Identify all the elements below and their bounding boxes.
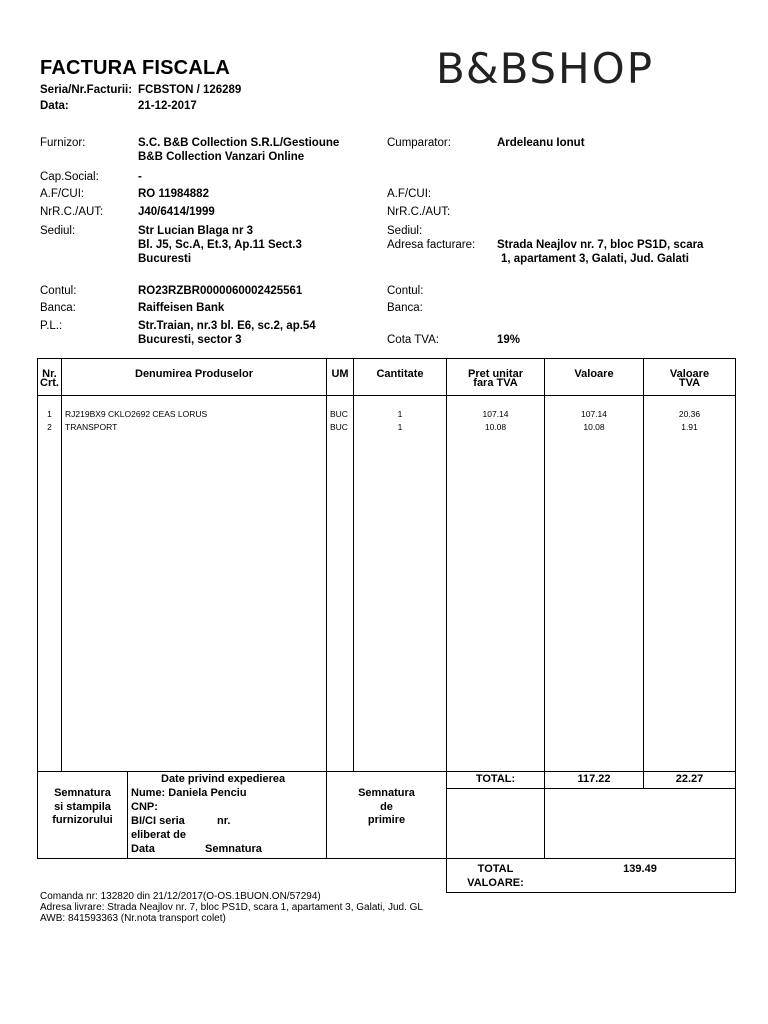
total-valoare-label-2: VALOARE:: [467, 876, 524, 889]
shipping-eliberat: eliberat de: [131, 829, 187, 841]
seria-value: FCBSTON / 126289: [138, 84, 242, 96]
furnizor-banca-value: Raiffeisen Bank: [138, 302, 225, 314]
delivery-address-note: Adresa livrare: Strada Neajlov nr. 7, bloc PS1D, scara 1, apartament 3, Galati, Jud. GL: [40, 902, 423, 913]
col-tva-header-2: TVA: [678, 377, 701, 389]
col-um-header: UM: [331, 368, 349, 380]
receiver-signature-block: [327, 787, 446, 828]
cumparator-nrrc-label: NrR.C./AUT:: [387, 206, 451, 218]
supplier-signature-block: [38, 787, 127, 828]
col-nr-header-2: Crt.: [40, 377, 59, 389]
row-um: BUC: [330, 422, 348, 432]
row-um: BUC: [330, 409, 348, 419]
invoice-title: FACTURA FISCALA: [40, 57, 231, 79]
furnizor-cui-value: RO 11984882: [138, 188, 209, 200]
supplier-signature-2: si stampila: [54, 800, 111, 813]
row-nr: 2: [47, 422, 52, 432]
col-nr-header: [38, 370, 61, 388]
shipping-signature: Semnatura: [205, 843, 262, 855]
cumparator-adresa-1: Strada Neajlov nr. 7, bloc PS1D, scara: [497, 239, 704, 251]
furnizor-nrrc-value: J40/6414/1999: [138, 206, 215, 218]
col-den-header: Denumirea Produselor: [135, 368, 253, 380]
furnizor-contul-label: Contul:: [40, 285, 77, 297]
shipping-nr: nr.: [217, 815, 231, 827]
furnizor-name-2: B&B Collection Vanzari Online: [138, 151, 305, 163]
shipping-bi: BI/CI seria: [131, 815, 185, 827]
total-label: TOTAL:: [475, 773, 516, 785]
row-cant: 1: [397, 409, 403, 419]
company-logo: [436, 44, 654, 93]
furnizor-banca-label: Banca:: [40, 302, 76, 314]
logo-part-2: SHOP: [529, 44, 655, 93]
logo-part-1: B&B: [436, 44, 530, 93]
row-pret: 10.08: [484, 422, 507, 432]
col-nr-header-1: Nr.: [42, 368, 57, 380]
furnizor-cui-label: A.F/CUI:: [40, 188, 85, 200]
row-val: 10.08: [583, 422, 605, 432]
row-val: 107.14: [581, 409, 607, 419]
furnizor-nrrc-label: NrR.C./AUT:: [40, 206, 104, 218]
receiver-signature-2: de: [380, 800, 393, 813]
furnizor-sediul-1: Str Lucian Blaga nr 3: [138, 225, 254, 237]
furnizor-label: Furnizor:: [40, 137, 86, 149]
furnizor-pl-2: Bucuresti, sector 3: [138, 334, 242, 346]
col-cant-header: Cantitate: [376, 368, 424, 380]
total-valoare-label: [447, 863, 544, 890]
row-pret: 107.14: [482, 409, 509, 419]
cumparator-cui-label: A.F/CUI:: [387, 188, 432, 200]
total-valoare-value: 139.49: [623, 863, 657, 875]
shipping-name: Nume: Daniela Penciu: [131, 787, 247, 799]
col-pret-header: [447, 370, 544, 388]
seria-label: Seria/Nr.Facturii:: [40, 84, 133, 96]
awb-note: AWB: 841593363 (Nr.nota transport colet): [40, 913, 226, 924]
order-note: Comanda nr: 132820 din 21/12/2017(O-OS.1BUON.ON/57294): [40, 891, 321, 902]
receiver-signature-1: Semnatura: [358, 787, 415, 799]
row-tva: 1.91: [681, 422, 698, 432]
total-valoare-label-1: TOTAL: [477, 863, 514, 875]
col-tva-header-1: Valoare: [669, 368, 710, 380]
cap-social-label: Cap.Social:: [40, 171, 99, 183]
cumparator-label: Cumparator:: [387, 137, 451, 149]
shipping-data: Data: [131, 843, 155, 855]
col-val-header: Valoare: [574, 368, 614, 380]
furnizor-sediul-3: Bucuresti: [138, 253, 192, 265]
cota-tva-value: 19%: [497, 334, 521, 346]
cota-tva-label: Cota TVA:: [387, 334, 439, 346]
supplier-signature-3: furnizorului: [52, 814, 113, 826]
cumparator-contul-label: Contul:: [387, 285, 424, 297]
cumparator-banca-label: Banca:: [387, 302, 423, 314]
col-pret-header-1: Pret unitar: [467, 368, 523, 380]
col-pret-header-2: fara TVA: [473, 377, 518, 389]
date-label: Data:: [40, 100, 69, 112]
cap-social-value: -: [138, 171, 142, 183]
col-tva-header: [644, 370, 735, 388]
row-tva: 20.36: [678, 409, 701, 419]
furnizor-pl-1: Str.Traian, nr.3 bl. E6, sc.2, ap.54: [138, 320, 316, 332]
furnizor-sediul-label: Sediul:: [40, 225, 76, 237]
date-value: 21-12-2017: [138, 100, 197, 112]
cumparator-adresa-label: Adresa facturare:: [387, 239, 476, 251]
cumparator-name: Ardeleanu Ionut: [497, 137, 585, 149]
row-nr: 1: [47, 409, 52, 419]
furnizor-sediul-2: Bl. J5, Sc.A, Et.3, Ap.11 Sect.3: [138, 239, 302, 251]
shipping-cnp: CNP:: [131, 801, 158, 813]
furnizor-name-1: S.C. B&B Collection S.R.L/Gestioune: [138, 137, 340, 149]
total-value: 117.22: [577, 773, 611, 785]
row-cant: 1: [397, 422, 403, 432]
cumparator-sediul-label: Sediul:: [387, 225, 423, 237]
row-den: TRANSPORT: [65, 422, 118, 432]
furnizor-pl-label: P.L.:: [40, 320, 63, 332]
cumparator-adresa-2: 1, apartament 3, Galati, Jud. Galati: [501, 253, 689, 265]
total-tva: 22.27: [675, 773, 704, 785]
shipping-title: Date privind expedierea: [161, 773, 286, 785]
supplier-signature-1: Semnatura: [54, 787, 111, 799]
furnizor-contul-value: RO23RZBR0000060002425561: [138, 285, 303, 297]
receiver-signature-3: primire: [367, 814, 406, 826]
row-den: RJ219BX9 CKLO2692 CEAS LORUS: [65, 409, 208, 419]
